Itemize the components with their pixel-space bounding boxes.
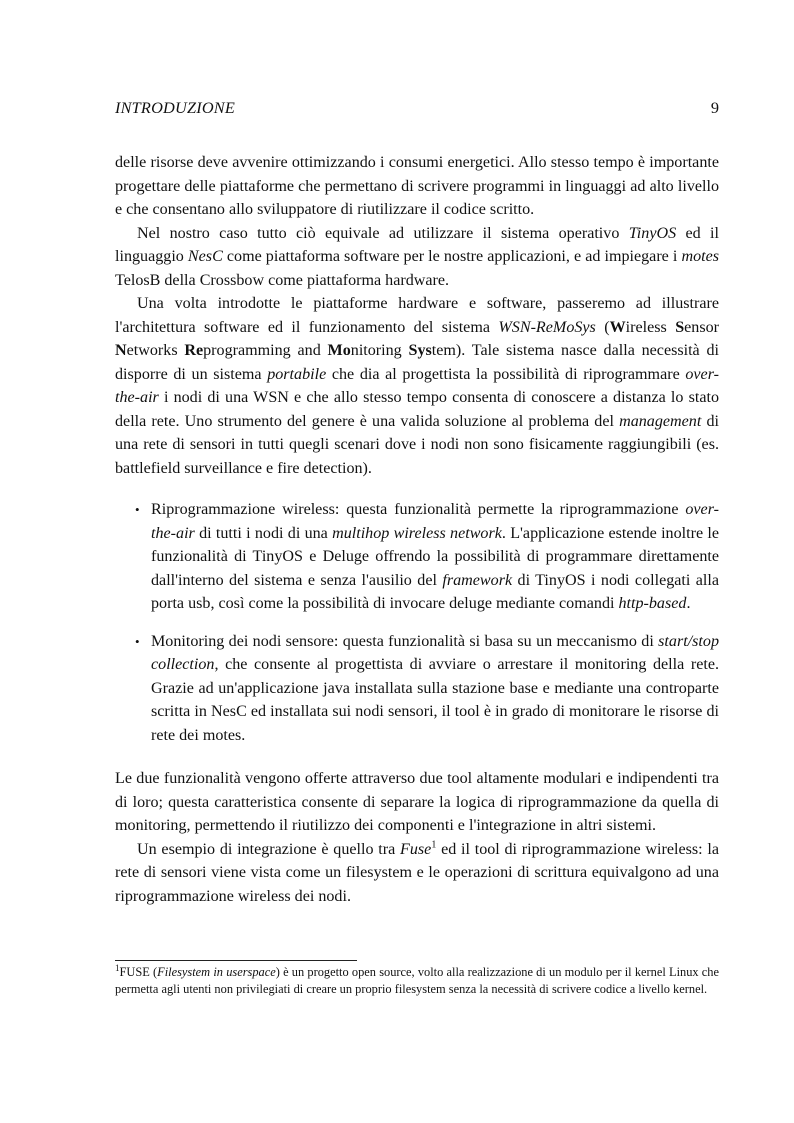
italic-term: http-based	[618, 595, 687, 612]
paragraph-3	[115, 292, 719, 480]
italic-term: multihop wireless network	[332, 524, 502, 542]
paragraph-1-text: delle risorse deve avvenire ottimizzando i consumi energetici. Allo stesso tempo è importante progettare delle piattaforme che permettano di scrivere programmi in linguaggi ad alto livello e che consentano allo sviluppatore di riutilizzare il codice scritto.	[115, 154, 719, 218]
bullet-icon: •	[135, 502, 140, 517]
text-run: Un esempio di integrazione è quello tra	[137, 840, 401, 858]
italic-term: framework	[442, 571, 513, 589]
italic-term: over-the-air	[115, 365, 719, 406]
text-run: ireless	[625, 318, 676, 336]
footnote-reference: 1	[431, 839, 437, 851]
italic-term: motes	[681, 248, 719, 265]
paragraph-4	[115, 767, 719, 838]
text-run: di tutti i nodi di una	[194, 524, 333, 542]
bold-initial: Sys	[408, 342, 432, 359]
bold-initial: S	[675, 318, 685, 336]
page-number: 9	[710, 98, 719, 117]
text-run: Una volta introdotte le piattaforme hardware e software, passeremo ad illustrare l'architettura software ed il funzionamento del sistema	[115, 295, 719, 336]
italic-term: WSN-ReMoSys	[498, 318, 596, 336]
italic-term: portabile	[267, 365, 327, 383]
italic-term: start/stop collection	[151, 632, 719, 673]
text-run: nitoring	[350, 342, 409, 359]
text-run: Riprogrammazione wireless: questa funzionalità permette la riprogrammazione	[151, 501, 686, 518]
italic-term: Filesystem in userspace	[157, 965, 276, 979]
italic-term: over-the-air	[151, 501, 719, 542]
running-header-title: INTRODUZIONE	[115, 98, 235, 117]
footnote-rule	[115, 960, 357, 961]
text-run: come piattaforma software per le nostre applicazioni, e ad impiegare i	[222, 248, 682, 265]
paragraph-5	[115, 838, 719, 909]
list-item	[115, 498, 719, 616]
italic-term: NesC	[187, 248, 223, 265]
text-run: tem). Tale sistema nasce dalla necessità di disporre di un sistema	[115, 342, 719, 383]
text-run: etworks	[126, 342, 185, 359]
text-run: che dia al progettista la possibilità di riprogrammare	[326, 365, 686, 383]
text-run: di TinyOS i nodi collegati alla porta usb, così come la possibilità di invocare deluge mediante comandi	[151, 571, 719, 612]
feature-list	[115, 498, 719, 747]
text-run: ) è un progetto open source, volto alla realizzazione di un modulo per il kernel Linux che permetta agli utenti non privilegiati di creare un proprio filesystem senza la necessità di scrivere codice a livello kernel.	[115, 965, 720, 996]
text-run: FUSE (	[119, 965, 158, 979]
footnote	[115, 964, 719, 998]
text-run: i nodi di una WSN e che allo stesso tempo consenta di conoscere a distanza lo stato della rete. Uno strumento del genere è una valida soluzione al problema del	[115, 389, 719, 430]
italic-term: management	[619, 412, 702, 430]
paragraph-4-text: Le due funzionalità vengono offerte attraverso due tool altamente modulari e indipendenti tra di loro; questa caratteristica consente di separare la logica di riprogrammazione da quella di monitoring, permettendo il riutilizzo dei componenti e l'integrazione in altri sistemi.	[115, 770, 719, 834]
bold-initial: N	[115, 342, 127, 359]
list-item	[115, 630, 719, 748]
italic-term: Fuse	[400, 840, 432, 858]
text-run: .	[686, 595, 691, 612]
text-run: Nel nostro caso tutto ciò equivale ad utilizzare il sistema operativo	[137, 224, 629, 242]
bold-initial: Mo	[327, 342, 351, 359]
paragraph-2	[115, 222, 719, 293]
running-header	[115, 98, 719, 122]
text-run: ensor	[684, 318, 719, 336]
footnote-mark: 1	[115, 962, 120, 973]
text-run: Monitoring dei nodi sensore: questa funzionalità si basa su un meccanismo di	[151, 632, 659, 650]
text-run: di una rete di sensori in tutti quegli scenari dove i nodi non sono fisicamente raggiungibili (es. battlefield surveillance e fire detection).	[115, 412, 719, 477]
text-run: TelosB della Crossbow come piattaforma hardware.	[115, 271, 450, 289]
text-run: (	[595, 318, 610, 336]
body-text	[115, 151, 719, 908]
text-run: ed il linguaggio	[115, 224, 719, 265]
text-run: programming and	[203, 342, 328, 359]
text-run: . L'applicazione estende inoltre le funzionalità di TinyOS e Deluge offrendo la possibilità di programmare direttamente dall'interno del sistema e senza l'ausilio del	[151, 524, 719, 589]
bullet-icon: •	[135, 633, 140, 649]
paragraph-1	[115, 151, 719, 222]
text-run: ed il tool di riprogrammazione wireless: la rete di sensori viene vista come un filesystem e le operazioni di scrittura equivalgono ad una riprogrammazione wireless dei nodi.	[115, 840, 719, 905]
italic-term: TinyOS	[628, 224, 677, 242]
bold-initial: W	[609, 318, 626, 336]
text-run: , che consente al progettista di avviare o arrestare il monitoring della rete. Grazie ad un'applicazione java installata sulla stazione base e mediante una controparte scritta in NesC ed installata sui nodi sensori, il tool è in grado di monitorare le risorse di rete dei motes.	[151, 656, 719, 744]
bold-initial: Re	[184, 342, 204, 359]
